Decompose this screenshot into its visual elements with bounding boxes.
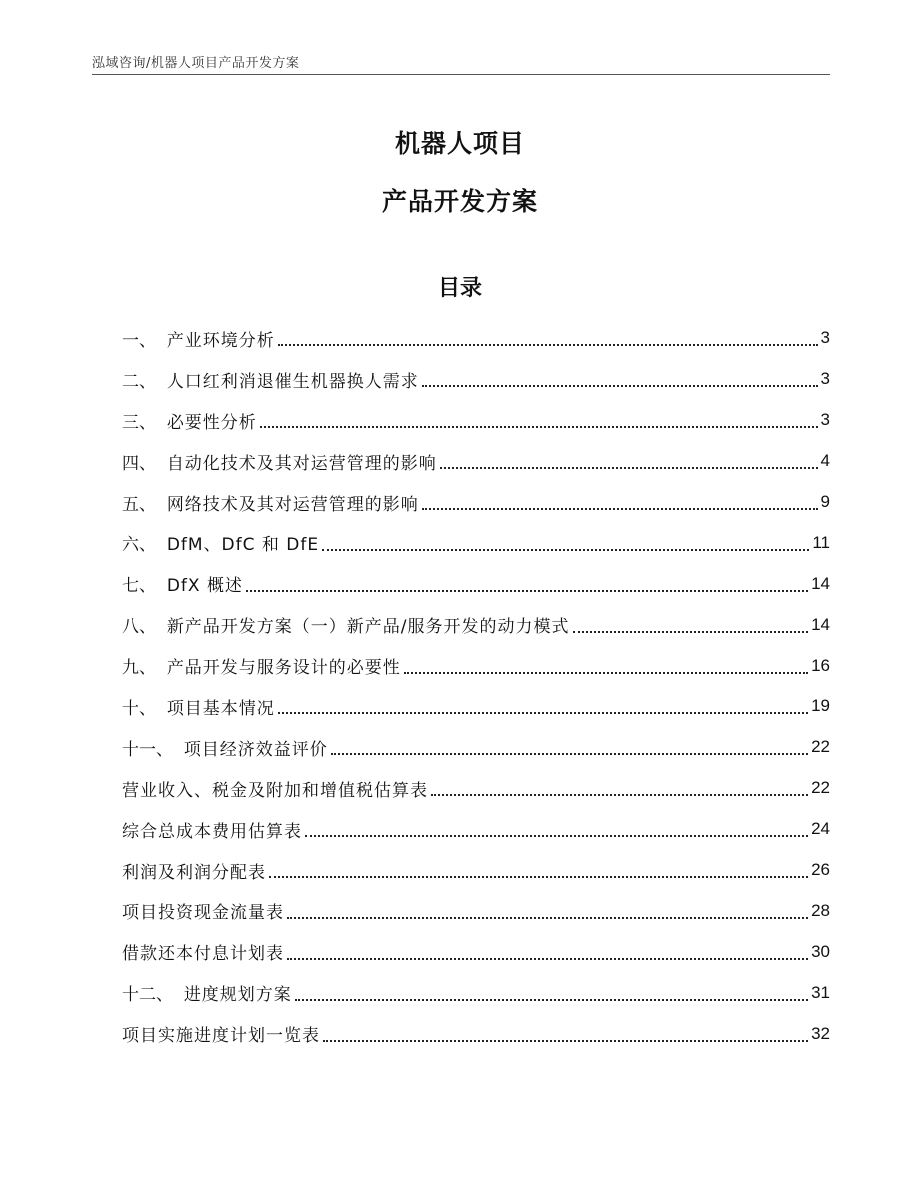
toc-entry[interactable] bbox=[122, 1013, 830, 1054]
toc-entry-page-number: 19 bbox=[811, 696, 830, 716]
toc-entry-number: 七、 bbox=[122, 576, 167, 597]
toc-entry-number: 五、 bbox=[122, 494, 167, 515]
toc-entry-page-number: 32 bbox=[811, 1023, 830, 1043]
toc-entry-page-number: 14 bbox=[811, 573, 830, 593]
toc-entry-page-number: 22 bbox=[811, 737, 830, 757]
toc-entry-title: 人口红利消退催生机器换人需求 bbox=[166, 371, 419, 392]
toc-heading: 目录 bbox=[437, 276, 482, 301]
toc-entry[interactable] bbox=[122, 359, 830, 400]
toc-dot-leader bbox=[278, 344, 818, 346]
toc-dot-leader bbox=[269, 876, 808, 878]
document-title-line-1: 机器人项目 bbox=[394, 129, 525, 158]
toc-dot-leader bbox=[287, 958, 808, 960]
toc-entry[interactable] bbox=[122, 441, 830, 482]
toc-dot-leader bbox=[322, 549, 809, 551]
toc-dot-leader bbox=[404, 672, 808, 674]
toc-entry-page-number: 22 bbox=[811, 778, 830, 798]
toc-entry-page-number: 3 bbox=[820, 410, 830, 430]
toc-entry-page-number: 26 bbox=[811, 860, 830, 880]
toc-entry-page-number: 3 bbox=[820, 328, 830, 348]
table-of-contents bbox=[122, 318, 830, 1054]
toc-entry[interactable] bbox=[122, 400, 830, 441]
toc-entry-number: 十、 bbox=[122, 698, 167, 719]
toc-dot-leader bbox=[287, 917, 808, 919]
toc-entry[interactable] bbox=[122, 972, 830, 1013]
toc-dot-leader bbox=[246, 590, 808, 592]
toc-entry[interactable] bbox=[122, 809, 830, 850]
toc-entry[interactable] bbox=[122, 931, 830, 972]
toc-entry[interactable] bbox=[122, 645, 830, 686]
toc-entry-page-number: 4 bbox=[820, 451, 830, 471]
toc-dot-leader bbox=[422, 508, 818, 510]
toc-entry-page-number: 28 bbox=[811, 900, 830, 920]
toc-entry-page-number: 31 bbox=[811, 982, 830, 1002]
toc-entry-title: 自动化技术及其对运营管理的影响 bbox=[166, 453, 437, 474]
toc-entry[interactable] bbox=[122, 768, 830, 809]
toc-entry-page-number: 24 bbox=[811, 819, 830, 839]
toc-entry-number: 一、 bbox=[122, 330, 167, 351]
toc-dot-leader bbox=[278, 712, 808, 714]
toc-dot-leader bbox=[260, 426, 818, 428]
toc-dot-leader bbox=[331, 753, 808, 755]
toc-entry-title: 网络技术及其对运营管理的影响 bbox=[166, 494, 419, 515]
toc-entry-title: 产业环境分析 bbox=[166, 330, 275, 351]
toc-entry-title: 进度规划方案 bbox=[183, 985, 292, 1006]
toc-entry[interactable] bbox=[122, 890, 830, 931]
toc-dot-leader bbox=[323, 1040, 808, 1042]
toc-entry-title: DfX 概述 bbox=[166, 576, 243, 597]
document-title-line-2: 产品开发方案 bbox=[381, 187, 538, 216]
toc-dot-leader bbox=[295, 999, 808, 1001]
toc-entry-number: 三、 bbox=[122, 412, 167, 433]
toc-entry[interactable] bbox=[122, 686, 830, 727]
toc-dot-leader bbox=[440, 467, 818, 469]
running-header: 泓域咨询/机器人项目产品开发方案 bbox=[92, 56, 300, 71]
toc-entry-title: 项目基本情况 bbox=[166, 698, 275, 719]
toc-entry[interactable] bbox=[122, 522, 830, 563]
toc-entry-title: 项目投资现金流量表 bbox=[122, 903, 284, 924]
toc-dot-leader bbox=[422, 385, 818, 387]
toc-entry-title: 利润及利润分配表 bbox=[122, 862, 266, 883]
toc-entry-page-number: 9 bbox=[820, 492, 830, 511]
toc-entry-title: DfM、DfC 和 DfE bbox=[166, 535, 320, 556]
toc-entry-number: 六、 bbox=[122, 535, 167, 556]
toc-entry-page-number: 3 bbox=[820, 369, 830, 389]
toc-entry[interactable] bbox=[122, 727, 830, 768]
toc-entry-page-number: 16 bbox=[811, 655, 830, 675]
toc-dot-leader bbox=[431, 794, 808, 796]
toc-entry[interactable] bbox=[122, 563, 830, 604]
toc-entry-title: 项目经济效益评价 bbox=[183, 739, 328, 760]
toc-entry-page-number: 14 bbox=[811, 614, 830, 634]
toc-entry-number: 八、 bbox=[122, 617, 167, 638]
toc-entry-title: 借款还本付息计划表 bbox=[122, 944, 284, 965]
toc-entry[interactable] bbox=[122, 850, 830, 891]
toc-entry-number: 二、 bbox=[122, 371, 167, 392]
toc-entry-page-number: 11 bbox=[812, 532, 830, 552]
toc-entry-number: 四、 bbox=[122, 453, 167, 474]
toc-dot-leader bbox=[573, 631, 809, 633]
toc-entry[interactable] bbox=[122, 604, 830, 645]
toc-entry[interactable] bbox=[122, 482, 830, 523]
toc-entry-title: 新产品开发方案（一）新产品/服务开发的动力模式 bbox=[166, 617, 570, 638]
toc-entry-number: 十二、 bbox=[122, 985, 184, 1006]
toc-entry-number: 九、 bbox=[122, 658, 167, 679]
toc-dot-leader bbox=[305, 835, 808, 837]
toc-entry-title: 综合总成本费用估算表 bbox=[122, 821, 302, 842]
toc-entry-title: 必要性分析 bbox=[166, 412, 257, 433]
toc-entry-page-number: 30 bbox=[811, 941, 830, 961]
toc-entry-number: 十一、 bbox=[122, 739, 184, 760]
toc-entry[interactable] bbox=[122, 318, 830, 359]
toc-entry-title: 项目实施进度计划一览表 bbox=[122, 1026, 320, 1047]
toc-entry-title: 营业收入、税金及附加和增值税估算表 bbox=[122, 780, 428, 801]
header-divider bbox=[92, 74, 830, 75]
toc-entry-title: 产品开发与服务设计的必要性 bbox=[166, 658, 401, 679]
